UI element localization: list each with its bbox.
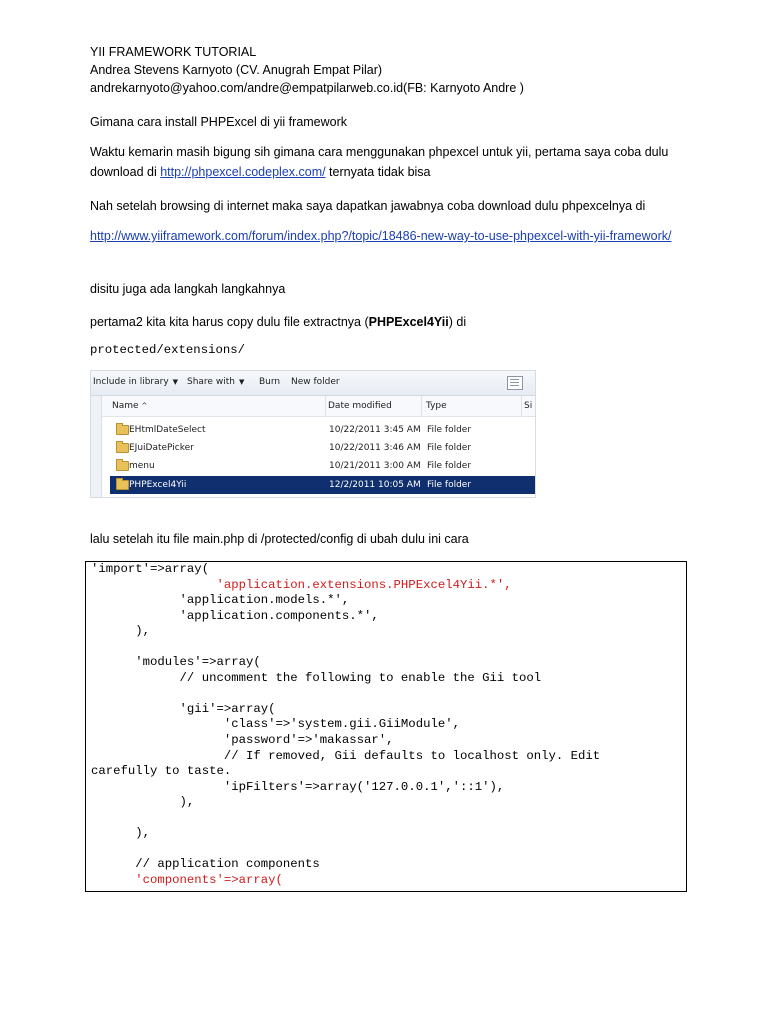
- code-line: 'gii'=>array(: [91, 701, 276, 716]
- file-row-selected[interactable]: [110, 476, 535, 494]
- author-line: Andrea Stevens Karnyoto (CV. Anugrah Empat Pilar): [90, 63, 383, 77]
- code-line: 'application.extensions.PHPExcel4Yii.*',: [91, 577, 512, 592]
- code-line: ),: [91, 795, 195, 810]
- folder-icon: [116, 443, 129, 453]
- folder-icon: [116, 425, 129, 435]
- phpexcel4yii-bold: PHPExcel4Yii: [368, 315, 449, 329]
- code-line: ),: [91, 826, 151, 841]
- paragraph-download: [90, 142, 690, 182]
- code-line: 'components'=>array(: [91, 872, 283, 887]
- file-type: File folder: [427, 425, 472, 435]
- file-date: 10/21/2011 3:00 AM: [329, 461, 421, 471]
- code-line: 'import'=>array(: [91, 562, 210, 576]
- code-line: 'application.components.*',: [91, 608, 379, 623]
- column-header-row: [102, 396, 535, 417]
- code-line: [91, 842, 600, 858]
- chevron-down-icon: ▼: [172, 378, 179, 386]
- code-line: 'password'=>'makassar',: [91, 733, 394, 748]
- view-options-icon[interactable]: [507, 376, 523, 390]
- column-separator: [421, 396, 422, 416]
- doc-title: YII FRAMEWORK TUTORIAL: [90, 45, 257, 59]
- file-row[interactable]: [102, 421, 535, 439]
- file-date: 10/22/2011 3:45 AM: [329, 425, 421, 435]
- sort-up-icon: ^: [141, 402, 148, 410]
- code-line: [91, 640, 600, 656]
- config-code: [91, 562, 600, 888]
- paragraph-config: lalu setelah itu file main.php di /protected/config di ubah dulu ini cara: [90, 532, 469, 546]
- file-date: 12/2/2011 10:05 AM: [329, 480, 421, 490]
- code-line: 'application.models.*',: [91, 593, 350, 608]
- column-date-modified[interactable]: Date modified: [328, 401, 392, 411]
- code-line: ),: [91, 624, 151, 639]
- forum-link-block: [90, 226, 690, 246]
- extensions-path: protected/extensions/: [90, 343, 245, 357]
- burn-button[interactable]: Burn: [259, 377, 281, 387]
- email-line: andrekarnyoto@yahoo.com/andre@empatpilarweb.co.id(FB: Karnyoto Andre ): [90, 81, 524, 95]
- file-name: EJuiDatePicker: [129, 443, 194, 453]
- folder-icon: [116, 461, 129, 471]
- column-size[interactable]: Si: [524, 401, 533, 411]
- code-line: 'ipFilters'=>array('127.0.0.1','::1'),: [91, 779, 505, 794]
- file-type: File folder: [427, 480, 472, 490]
- folder-icon: [116, 480, 129, 490]
- share-with-menu[interactable]: Share with ▼: [187, 377, 245, 387]
- file-name: PHPExcel4Yii: [129, 480, 187, 490]
- file-date: 10/22/2011 3:46 AM: [329, 443, 421, 453]
- file-name: menu: [129, 461, 155, 471]
- column-separator: [521, 396, 522, 416]
- yii-forum-link[interactable]: http://www.yiiframework.com/forum/index.php?/topic/18486-new-way-to-use-phpexcel-with-yii-framework/: [90, 229, 672, 243]
- file-name: EHtmlDateSelect: [129, 425, 206, 435]
- code-box: [85, 561, 687, 892]
- file-explorer-screenshot: [90, 370, 536, 498]
- paragraph-browsing: Nah setelah browsing di internet maka saya dapatkan jawabnya coba download dulu phpexcelnya di: [90, 199, 646, 213]
- code-line: 'class'=>'system.gii.GiiModule',: [91, 717, 460, 732]
- code-line: [91, 686, 600, 702]
- code-line: // uncomment the following to enable the Gii tool: [91, 670, 542, 685]
- file-row[interactable]: [102, 457, 535, 475]
- new-folder-button[interactable]: New folder: [291, 377, 340, 387]
- code-line: // application components: [91, 857, 320, 872]
- column-name[interactable]: Name ^: [112, 401, 148, 411]
- file-type: File folder: [427, 443, 472, 453]
- paragraph-copy: [90, 314, 466, 330]
- code-line: // If removed, Gii defaults to localhost only. Edit: [91, 748, 601, 763]
- paragraph-steps: disitu juga ada langkah langkahnya: [90, 282, 286, 296]
- paragraph-download-tail: ternyata tidak bisa: [325, 165, 431, 179]
- paragraph-download-text: Waktu kemarin masih bigung sih gimana cara menggunakan phpexcel untuk yii, pertama saya coba dulu download di: [90, 145, 669, 179]
- file-row[interactable]: [102, 439, 535, 457]
- explorer-toolbar: [91, 371, 535, 396]
- include-in-library-menu[interactable]: Include in library ▼: [93, 377, 179, 387]
- column-type[interactable]: Type: [426, 401, 447, 411]
- code-line: 'modules'=>array(: [91, 655, 261, 670]
- paragraph-copy-tail: ) di: [448, 315, 467, 329]
- chevron-down-icon: ▼: [238, 378, 245, 386]
- column-separator: [325, 396, 326, 416]
- file-type: File folder: [427, 461, 472, 471]
- paragraph-copy-text: pertama2 kita kita harus copy dulu file extractnya (: [90, 315, 369, 329]
- navigation-pane-edge: [91, 396, 102, 497]
- code-line: carefully to taste.: [91, 764, 232, 779]
- code-line: [91, 811, 600, 827]
- phpexcel-codeplex-link[interactable]: http://phpexcel.codeplex.com/: [160, 165, 326, 179]
- question-heading: Gimana cara install PHPExcel di yii framework: [90, 115, 348, 129]
